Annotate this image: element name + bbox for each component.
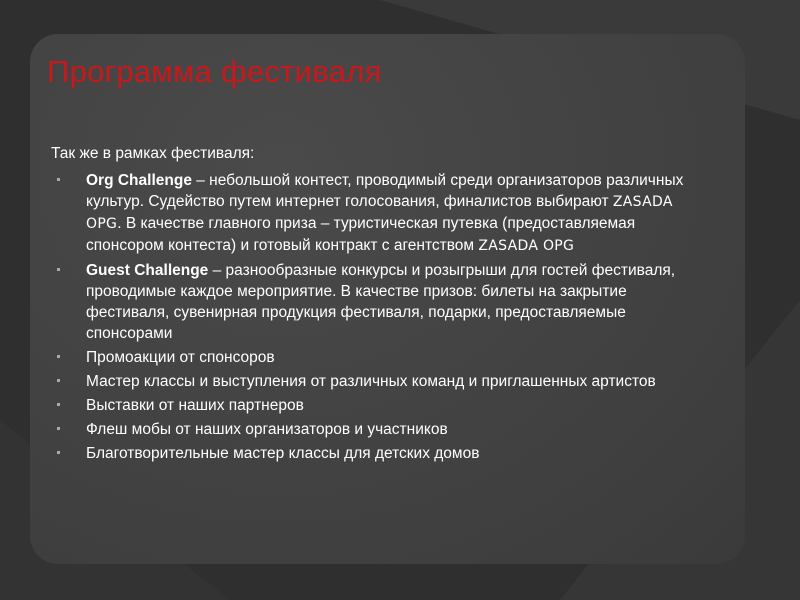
- list-item: [27, 170, 707, 257]
- item-text-continued: . В качестве главного приза – туристическая путевка (предоставляемая спонсором контеста) и готовый контракт с агентством: [86, 215, 636, 254]
- list-item: [27, 260, 707, 344]
- item-bold-label: Guest Challenge: [86, 262, 209, 279]
- brand-text: ZASADA OPG: [478, 238, 575, 254]
- item-text: Флеш мобы от наших организаторов и участников: [86, 421, 448, 438]
- bullet-icon: [57, 355, 60, 358]
- list-item: [27, 347, 707, 368]
- item-bold-label: Org Challenge: [86, 172, 192, 189]
- intro-text: Так же в рамках фестиваля:: [51, 145, 255, 162]
- item-text: Благотворительные мастер классы для детских домов: [86, 445, 480, 462]
- list-item: [27, 371, 707, 392]
- bullet-icon: [57, 178, 60, 181]
- bullet-list: [27, 170, 707, 467]
- list-item: [27, 443, 707, 464]
- list-item: [27, 419, 707, 440]
- bullet-icon: [57, 451, 60, 454]
- slide-title: Программа фестиваля: [47, 54, 382, 89]
- bullet-icon: [57, 379, 60, 382]
- item-text: Мастер классы и выступления от различных команд и приглашенных артистов: [86, 373, 656, 390]
- item-text: Промоакции от спонсоров: [86, 349, 275, 366]
- brand-text: ZASADA OPG: [86, 194, 673, 232]
- bullet-icon: [57, 403, 60, 406]
- item-text: Выставки от наших партнеров: [86, 397, 304, 414]
- list-item: [27, 395, 707, 416]
- item-text: – небольшой контест, проводимый среди организаторов различных культур. Судейство путем интернет голосования, финалистов выбирают: [86, 172, 684, 210]
- bullet-icon: [57, 427, 60, 430]
- item-text: – разнообразные конкурсы и розыгрыши для гостей фестиваля, проводимые каждое мероприятие. В качестве призов: билеты на закрытие фестиваля, сувенирная продукция фестиваля, подарки, предоставляемые спонсорами: [86, 262, 676, 342]
- bullet-icon: [57, 268, 60, 271]
